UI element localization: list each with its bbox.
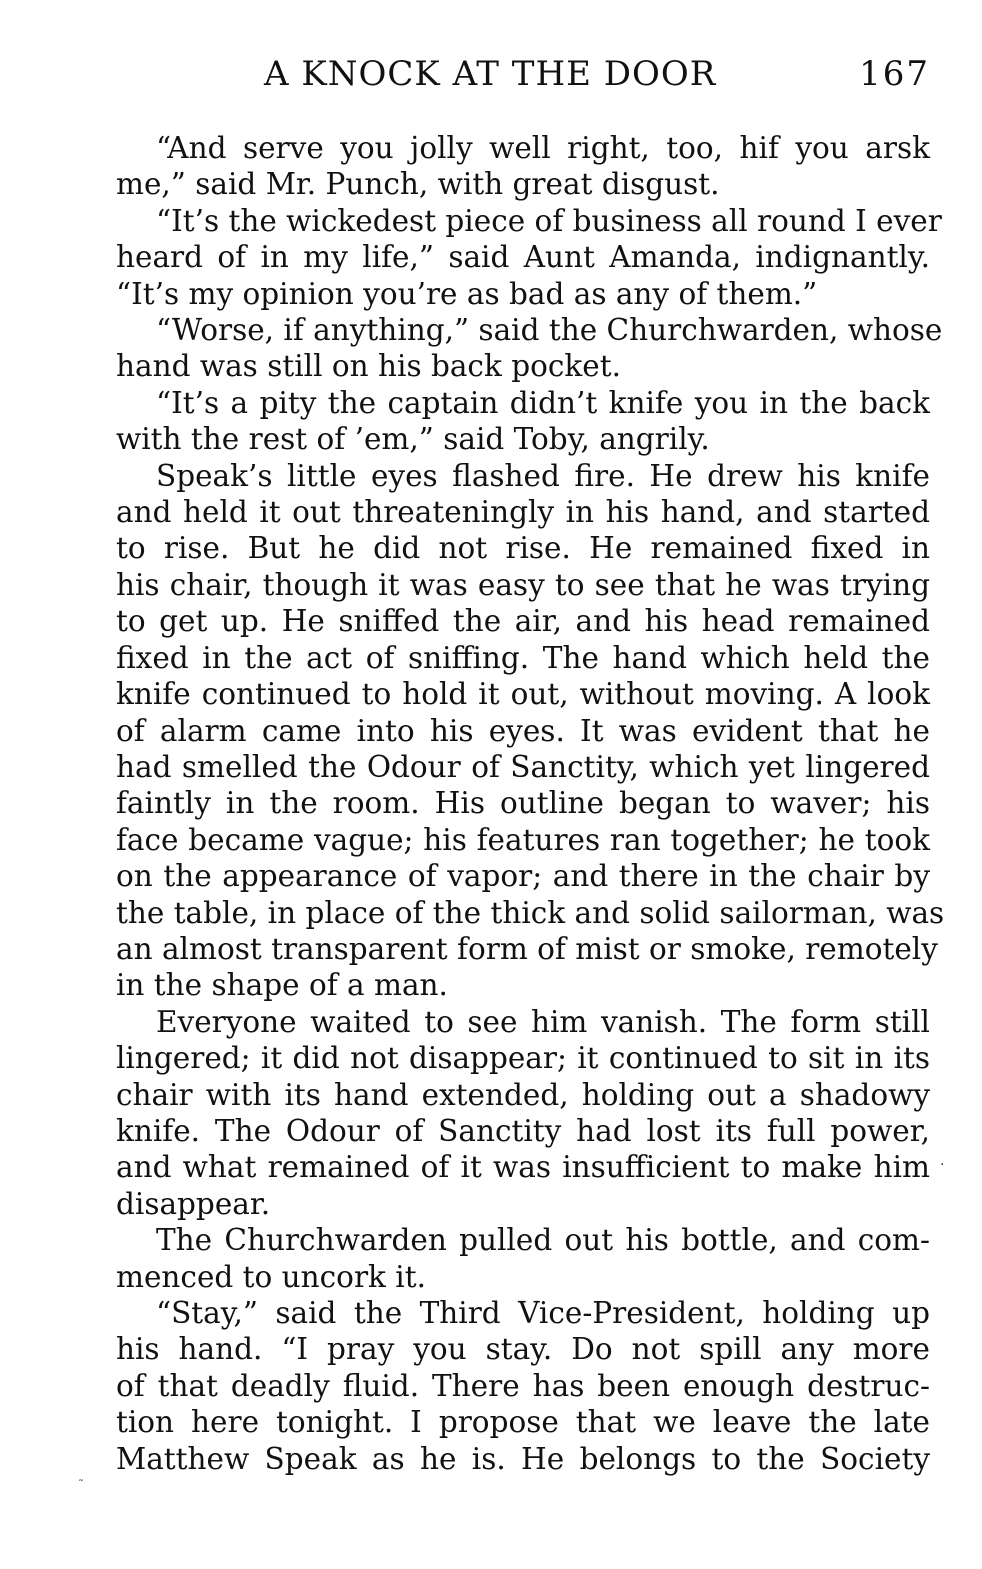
running-head: [76, 52, 930, 96]
text-line: chair with its hand extended, holding out a shadowy: [116, 1077, 930, 1112]
paragraph: [76, 385, 930, 458]
text-line: “And serve you jolly well right, too, hif you arsk: [156, 131, 930, 165]
body-text: [76, 130, 945, 1477]
text-line: hand was still on his back pocket.: [116, 349, 621, 384]
text-line: of alarm came into his eyes. It was evident that he: [116, 713, 930, 748]
text-line: and what remained of it was insufficient to make him: [116, 1150, 930, 1185]
text-line: menced to uncork it.: [116, 1259, 426, 1294]
text-line: knife. The Odour of Sanctity had lost its full power,: [116, 1113, 930, 1148]
paragraph: [76, 1222, 930, 1295]
text-line: of that deadly fluid. There has been enough destruc-: [116, 1368, 930, 1403]
text-line: face became vague; his features ran together; he took: [116, 822, 930, 857]
text-line: to get up. He sniffed the air, and his head remained: [116, 604, 930, 639]
text-line: faintly in the room. His outline began to waver; his: [116, 786, 930, 821]
text-line: his hand. “I pray you stay. Do not spill any more: [116, 1332, 930, 1367]
text-line: disappear.: [116, 1186, 271, 1221]
paragraph: [76, 203, 942, 312]
text-line: an almost transparent form of mist or smoke, remotely: [116, 931, 938, 966]
text-line: on the appearance of vapor; and there in the chair by: [116, 859, 930, 894]
text-line: to rise. But he did not rise. He remained fixed in: [116, 531, 930, 566]
foot-speck: ˜: [78, 1478, 84, 1492]
paragraph: [76, 458, 945, 1004]
text-line: the table, in place of the thick and solid sailorman, was: [116, 895, 945, 930]
text-line: fixed in the act of sniffing. The hand which held the: [116, 640, 930, 675]
text-line: lingered; it did not disappear; it continued to sit in its: [116, 1041, 930, 1076]
text-line: with the rest of ’em,” said Toby, angrily.: [116, 422, 710, 457]
text-line: me,” said Mr. Punch, with great disgust.: [116, 167, 720, 202]
running-title: A KNOCK AT THE DOOR: [264, 54, 717, 94]
text-line: tion here tonight. I propose that we leave the late: [116, 1405, 930, 1440]
text-line: “It’s the wickedest piece of business all round I ever: [156, 203, 942, 238]
page-number: 167: [859, 54, 930, 94]
paragraph: [76, 312, 943, 385]
paragraph: [76, 1004, 930, 1222]
text-line: Matthew Speak as he is. He belongs to the Society: [116, 1441, 930, 1476]
text-line: heard of in my life,” said Aunt Amanda, indignantly.: [116, 240, 930, 275]
text-line: The Churchwarden pulled out his bottle, and com-: [156, 1223, 930, 1258]
text-line: in the shape of a man.: [116, 968, 448, 1003]
text-line: knife continued to hold it out, without moving. A look: [116, 677, 930, 712]
paragraph: [76, 130, 930, 203]
paragraph: [76, 1295, 930, 1477]
text-line: and held it out threateningly in his hand, and started: [116, 495, 930, 530]
text-line: “It’s a pity the captain didn’t knife you in the back: [156, 385, 930, 420]
text-line: his chair, though it was easy to see that he was trying: [116, 567, 930, 602]
text-line: Everyone waited to see him vanish. The form still: [156, 1004, 930, 1039]
margin-speck: ·: [940, 1157, 945, 1173]
text-line: “Stay,” said the Third Vice-President, holding up: [156, 1296, 930, 1330]
text-line: Speak’s little eyes flashed fire. He drew his knife: [156, 458, 930, 493]
text-line: had smelled the Odour of Sanctity, which yet lingered: [116, 749, 930, 784]
text-line: “Worse, if anything,” said the Churchwarden, whose: [156, 313, 943, 348]
text-line: “It’s my opinion you’re as bad as any of them.”: [116, 276, 818, 311]
